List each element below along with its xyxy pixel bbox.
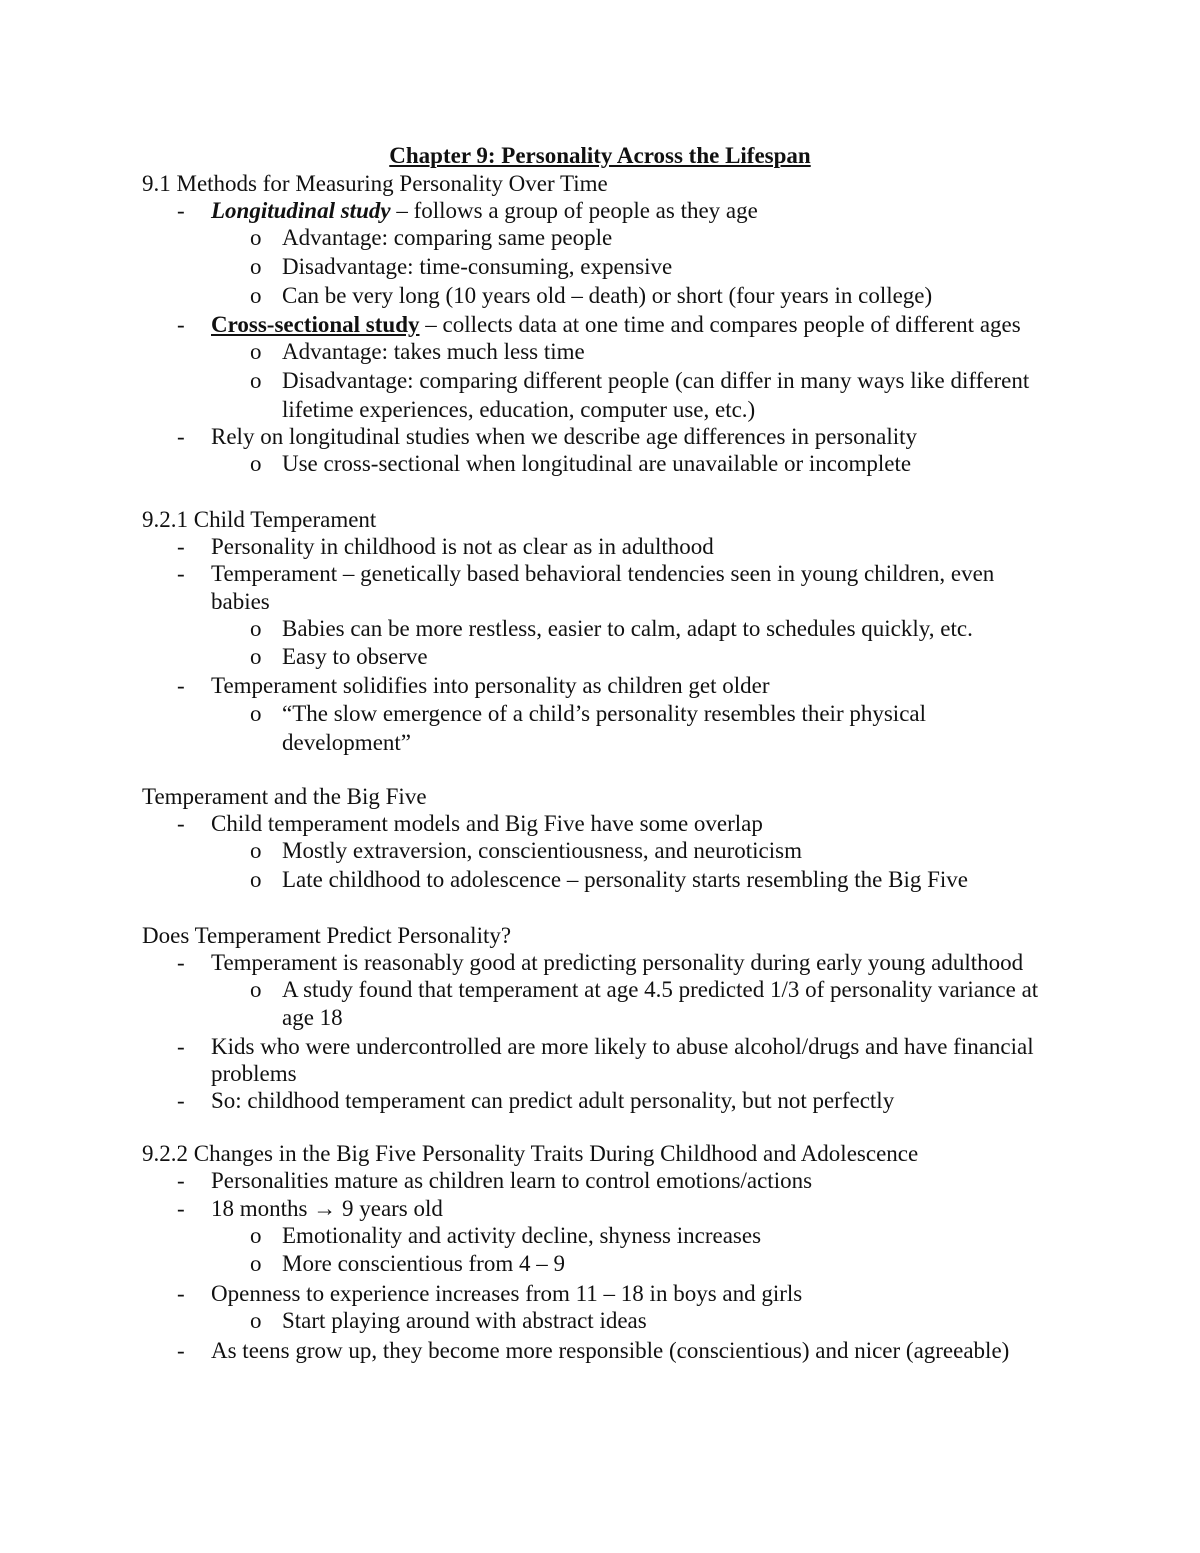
use-cross-sectional: Use cross-sectional when longitudinal are unavailable or incomplete [282,451,912,476]
temperament-def-line2: babies [211,589,270,614]
abstract-ideas: Start playing around with abstract ideas [282,1308,647,1333]
section-heading-9-2-2: 9.2.2 Changes in the Big Five Personality Traits During Childhood and Adolescence [142,1141,919,1166]
long-disadvantage: Disadvantage: time-consuming, expensive [282,254,673,279]
predicting-item: Temperament is reasonably good at predicting personality during early young adulthood [211,950,1024,975]
age-range-item [211,1195,443,1223]
arrow-right-icon: → [313,1196,337,1221]
section-heading-big-five: Temperament and the Big Five [142,784,427,809]
circle-bullet: o [250,867,262,892]
dash-bullet: - [177,950,185,975]
circle-bullet: o [250,1308,262,1333]
dash-bullet: - [177,1338,185,1363]
dash-bullet: - [177,312,185,337]
openness-increases: Openness to experience increases from 11 – 18 in boys and girls [211,1281,803,1306]
mostly-traits: Mostly extraversion, conscientiousness, and neuroticism [282,838,802,863]
circle-bullet: o [250,701,262,726]
rely-longitudinal: Rely on longitudinal studies when we describe age differences in personality [211,424,917,449]
long-advantage: Advantage: comparing same people [282,225,613,250]
childhood-clarity: Personality in childhood is not as clear as in adulthood [211,534,714,559]
study-line2: age 18 [282,1005,343,1030]
quote-line1: “The slow emergence of a child’s personality resembles their physical [282,701,926,726]
dash-bullet: - [177,1281,185,1306]
dash-bullet: - [177,673,185,698]
dash-bullet: - [177,1196,185,1221]
cross-sectional-term: Cross-sectional study [211,312,420,337]
circle-bullet: o [250,368,262,393]
circle-bullet: o [250,1223,262,1248]
temperament-solidifies: Temperament solidifies into personality as children get older [211,673,770,698]
babies-behavior: Babies can be more restless, easier to calm, adapt to schedules quickly, etc. [282,616,973,641]
overlap-item: Child temperament models and Big Five have some overlap [211,811,763,836]
cross-disadvantage-line2: lifetime experiences, education, computer use, etc.) [282,397,756,422]
study-line1: A study found that temperament at age 4.5 predicted 1/3 of personality variance at [282,977,1039,1002]
undercontrolled-line2: problems [211,1061,297,1086]
circle-bullet: o [250,838,262,863]
personalities-mature: Personalities mature as children learn to control emotions/actions [211,1168,813,1193]
dash-bullet: - [177,1088,185,1113]
chapter-title: Chapter 9: Personality Across the Lifespan [389,143,811,168]
cross-sectional-def: – collects data at one time and compares people of different ages [419,312,1021,337]
dash-bullet: - [177,424,185,449]
emotionality-decline: Emotionality and activity decline, shyness increases [282,1223,762,1248]
dash-bullet: - [177,561,185,586]
circle-bullet: o [250,225,262,250]
circle-bullet: o [250,1251,262,1276]
dash-bullet: - [177,811,185,836]
teens-grow-up: As teens grow up, they become more responsible (conscientious) and nicer (agreeable) [211,1338,1010,1363]
dash-bullet: - [177,1034,185,1059]
more-conscientious: More conscientious from 4 – 9 [282,1251,565,1276]
easy-to-observe: Easy to observe [282,644,428,669]
circle-bullet: o [250,283,262,308]
section-heading-9-1: 9.1 Methods for Measuring Personality Over Time [142,171,608,196]
longitudinal-term: Longitudinal study [211,198,391,223]
age-range-start: 18 months [211,1196,314,1221]
dash-bullet: - [177,534,185,559]
longitudinal-def: – follows a group of people as they age [390,198,758,223]
longitudinal-item [211,197,758,225]
circle-bullet: o [250,254,262,279]
circle-bullet: o [250,977,262,1002]
late-childhood: Late childhood to adolescence – personality starts resembling the Big Five [282,867,968,892]
quote-line2: development” [282,730,412,755]
age-range-end: 9 years old [336,1196,443,1221]
long-length: Can be very long (10 years old – death) or short (four years in college) [282,283,933,308]
dash-bullet: - [177,1168,185,1193]
cross-disadvantage-line1: Disadvantage: comparing different people (can differ in many ways like different [282,368,1030,393]
section-heading-predict: Does Temperament Predict Personality? [142,923,512,948]
so-conclusion: So: childhood temperament can predict adult personality, but not perfectly [211,1088,895,1113]
temperament-def-line1: Temperament – genetically based behavioral tendencies seen in young children, even [211,561,995,586]
circle-bullet: o [250,644,262,669]
circle-bullet: o [250,616,262,641]
cross-sectional-item [211,311,1021,339]
cross-advantage: Advantage: takes much less time [282,339,585,364]
undercontrolled-line1: Kids who were undercontrolled are more likely to abuse alcohol/drugs and have financial [211,1034,1034,1059]
circle-bullet: o [250,451,262,476]
circle-bullet: o [250,339,262,364]
section-heading-9-2-1: 9.2.1 Child Temperament [142,507,377,532]
dash-bullet: - [177,198,185,223]
